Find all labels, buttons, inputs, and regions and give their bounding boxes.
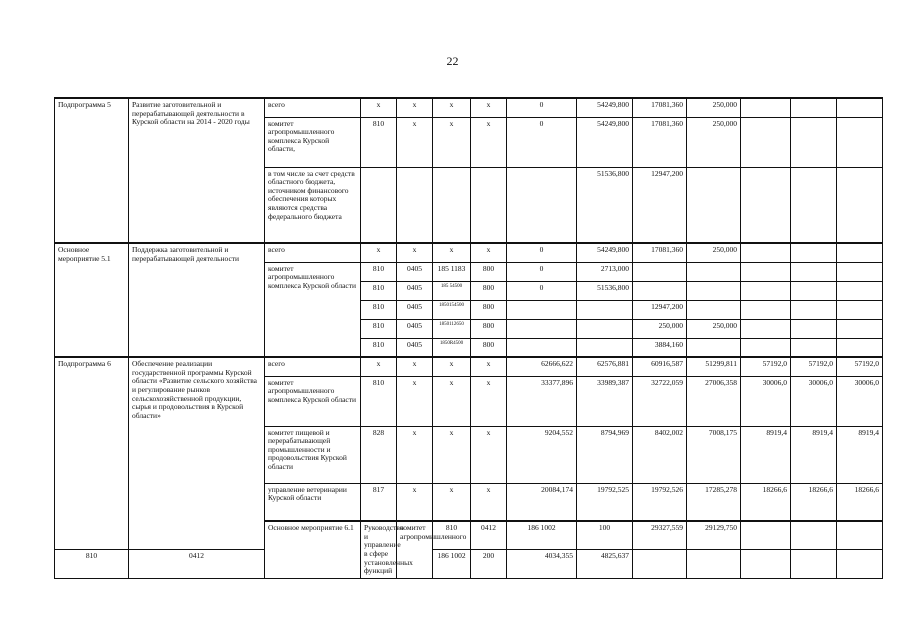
table-cell: 810: [361, 300, 397, 319]
table-cell: 51536,800: [577, 167, 633, 243]
table-cell: 18266,6: [791, 483, 837, 521]
table-cell: [837, 243, 883, 262]
table-cell: 9204,552: [507, 426, 577, 483]
table-cell: 810: [361, 338, 397, 357]
table-cell: 4825,637: [577, 550, 633, 579]
table-cell: x: [433, 483, 471, 521]
table-cell: 12947,200: [633, 167, 687, 243]
table-cell: [741, 281, 791, 300]
table-cell: [741, 338, 791, 357]
table-cell: 0: [507, 281, 577, 300]
table-cell: x: [471, 426, 507, 483]
table-cell: [741, 300, 791, 319]
table-cell: x: [361, 98, 397, 117]
table-cell: x: [397, 243, 433, 262]
table-cell: [507, 338, 577, 357]
table-cell: x: [471, 98, 507, 117]
table-cell: [741, 550, 791, 579]
table-cell: [687, 338, 741, 357]
table-cell: 186 1002: [507, 521, 577, 550]
table-cell: 8919,4: [791, 426, 837, 483]
table-cell: 200: [471, 550, 507, 579]
table-cell: [507, 167, 577, 243]
table-cell: 8402,002: [633, 426, 687, 483]
table-cell: 800: [471, 338, 507, 357]
table-row: [55, 357, 883, 376]
table-cell: 60916,587: [633, 357, 687, 376]
table-cell: 2713,000: [577, 262, 633, 281]
table-cell: [791, 262, 837, 281]
table-cell: [741, 243, 791, 262]
table-cell: [741, 167, 791, 243]
table-cell: [791, 550, 837, 579]
table-cell: 0405: [397, 319, 433, 338]
table-cell: 17081,360: [633, 243, 687, 262]
table-cell: [687, 262, 741, 281]
table-cell: [361, 167, 397, 243]
table-cell: x: [433, 426, 471, 483]
executor-cell: комитет агропромышленного комплекса Курской области,: [265, 117, 361, 167]
table-cell: [397, 167, 433, 243]
table-cell: 54249,800: [577, 243, 633, 262]
table-cell: [791, 98, 837, 117]
table-cell: 810: [55, 550, 129, 579]
table-cell: 250,000: [687, 319, 741, 338]
program-label: Подпрограмма 6: [55, 357, 129, 550]
table-cell: [741, 521, 791, 550]
table-cell: 800: [471, 281, 507, 300]
table-cell: 20084,174: [507, 483, 577, 521]
table-cell: 810: [361, 262, 397, 281]
table-cell: [687, 167, 741, 243]
table-cell: 32722,059: [633, 376, 687, 426]
executor-cell: комитет пищевой и перерабатывающей промышленности и продовольствия Курской области: [265, 426, 361, 483]
executor-cell: комитет агропромышленного комплекса Курской области: [265, 262, 361, 357]
table-cell: 8919,4: [741, 426, 791, 483]
table-cell: [791, 300, 837, 319]
table-cell: x: [397, 376, 433, 426]
table-cell: [577, 300, 633, 319]
table-cell: 54249,800: [577, 117, 633, 167]
table-cell: x: [433, 117, 471, 167]
table-cell: 0412: [471, 521, 507, 550]
table-cell: x: [397, 426, 433, 483]
table-cell: 0: [507, 117, 577, 167]
table-cell: 250,000: [633, 319, 687, 338]
table-cell: [433, 167, 471, 243]
executor-cell: управление ветеринарии Курской области: [265, 483, 361, 521]
table-cell: x: [397, 357, 433, 376]
table-cell: 185 54500: [433, 281, 471, 300]
table-cell: [687, 281, 741, 300]
table-cell: [791, 319, 837, 338]
table-cell: 250,000: [687, 98, 741, 117]
table-cell: x: [471, 357, 507, 376]
table-cell: x: [397, 98, 433, 117]
table-cell: 1850112650: [433, 319, 471, 338]
table-cell: 817: [361, 483, 397, 521]
table-cell: 51536,800: [577, 281, 633, 300]
table-cell: 57192,0: [741, 357, 791, 376]
table-cell: [837, 98, 883, 117]
table-cell: 810: [361, 117, 397, 167]
table-cell: [741, 98, 791, 117]
table-cell: 810: [433, 521, 471, 550]
table-cell: x: [433, 357, 471, 376]
executor-cell: всего: [265, 98, 361, 117]
table-cell: x: [471, 483, 507, 521]
table-cell: x: [471, 117, 507, 167]
table-cell: [687, 300, 741, 319]
table-cell: [791, 338, 837, 357]
table-cell: [837, 550, 883, 579]
table-cell: 8919,4: [837, 426, 883, 483]
table-cell: x: [433, 376, 471, 426]
program-label: Подпрограмма 5: [55, 98, 129, 243]
table-cell: [633, 262, 687, 281]
table-cell: x: [433, 243, 471, 262]
table-cell: [791, 281, 837, 300]
table-cell: x: [433, 98, 471, 117]
table-cell: [471, 167, 507, 243]
table-cell: 810: [361, 281, 397, 300]
program-label: Основное мероприятие 5.1: [55, 243, 129, 357]
table-cell: 17081,360: [633, 98, 687, 117]
table-cell: 828: [361, 426, 397, 483]
table-cell: x: [361, 243, 397, 262]
table-cell: 0405: [397, 281, 433, 300]
table-cell: [837, 319, 883, 338]
table-cell: [687, 550, 741, 579]
table-cell: 810: [361, 376, 397, 426]
table-row: [55, 98, 883, 117]
table-cell: 27006,358: [687, 376, 741, 426]
table-cell: 0405: [397, 338, 433, 357]
table-cell: [837, 167, 883, 243]
table-cell: 3884,160: [633, 338, 687, 357]
table-cell: [741, 262, 791, 281]
table-cell: 18266,6: [741, 483, 791, 521]
table-cell: 4034,355: [507, 550, 577, 579]
table-cell: 30006,0: [837, 376, 883, 426]
table-cell: 1850154500: [433, 300, 471, 319]
table-cell: 62576,881: [577, 357, 633, 376]
table-cell: x: [471, 376, 507, 426]
budget-table: [54, 97, 883, 579]
table-cell: 250,000: [687, 243, 741, 262]
table-cell: 18266,6: [837, 483, 883, 521]
table-cell: 810: [361, 319, 397, 338]
program-title: Развитие заготовительной и перерабатывающей деятельности в Курской области на 2014 - 2020 годы: [129, 98, 265, 243]
table-cell: 0: [507, 243, 577, 262]
table-cell: [837, 300, 883, 319]
table-cell: [791, 521, 837, 550]
table-cell: [741, 319, 791, 338]
table-cell: 185 1183: [433, 262, 471, 281]
table-cell: [577, 338, 633, 357]
table-cell: [791, 167, 837, 243]
table-cell: 0: [507, 98, 577, 117]
table-cell: x: [361, 357, 397, 376]
table-cell: [791, 243, 837, 262]
table-cell: x: [397, 483, 433, 521]
program-label: Основное мероприятие 6.1: [265, 521, 361, 578]
table-cell: 1850R4500: [433, 338, 471, 357]
table-cell: [791, 117, 837, 167]
table-cell: 33377,896: [507, 376, 577, 426]
table-cell: x: [397, 117, 433, 167]
executor-cell: всего: [265, 357, 361, 376]
executor-cell: в том числе за счет средств областного бюджета, источником финансового обеспечения которых являются средства федерального бюджета: [265, 167, 361, 243]
table-cell: 30006,0: [741, 376, 791, 426]
program-title: Руководство и управление в сфере установленных функций: [361, 521, 397, 578]
table-cell: 186 1002: [433, 550, 471, 579]
table-cell: 57192,0: [837, 357, 883, 376]
table-cell: 0405: [397, 262, 433, 281]
table-cell: [837, 281, 883, 300]
executor-cell: всего: [265, 243, 361, 262]
table-cell: 29327,559: [633, 521, 687, 550]
table-row: [55, 243, 883, 262]
executor-cell: комитет агропромышленного: [397, 521, 433, 578]
executor-cell: комитет агропромышленного комплекса Курской области: [265, 376, 361, 426]
program-title: Обеспечение реализации государственной программы Курской области «Развитие сельского хозяйства и регулирование рынков сельскохозяйственной продукции, сырья и продовольствия в Курской области»: [129, 357, 265, 550]
table-cell: 12947,200: [633, 300, 687, 319]
table-cell: x: [471, 243, 507, 262]
table-cell: [837, 338, 883, 357]
table-cell: 250,000: [687, 117, 741, 167]
table-cell: [837, 521, 883, 550]
table-cell: 17081,360: [633, 117, 687, 167]
table-row: [55, 550, 883, 579]
table-cell: 7008,175: [687, 426, 741, 483]
program-title: Поддержка заготовительной и перерабатывающей деятельности: [129, 243, 265, 357]
table-cell: [633, 281, 687, 300]
table-cell: 19792,525: [577, 483, 633, 521]
table-cell: 54249,800: [577, 98, 633, 117]
table-cell: 100: [577, 521, 633, 550]
table-cell: 800: [471, 319, 507, 338]
table-cell: 17285,278: [687, 483, 741, 521]
table-cell: 0: [507, 262, 577, 281]
table-cell: 19792,526: [633, 483, 687, 521]
table-cell: [507, 319, 577, 338]
table-cell: [633, 550, 687, 579]
table-cell: 30006,0: [791, 376, 837, 426]
table-cell: 33989,387: [577, 376, 633, 426]
table-cell: 62666,622: [507, 357, 577, 376]
table-cell: [837, 262, 883, 281]
table-cell: 800: [471, 300, 507, 319]
table-cell: 800: [471, 262, 507, 281]
table-cell: 57192,0: [791, 357, 837, 376]
page-number: 22: [446, 54, 459, 68]
table-cell: 29129,750: [687, 521, 741, 550]
table-cell: [741, 117, 791, 167]
table-cell: [507, 300, 577, 319]
table-cell: [837, 117, 883, 167]
table-cell: 8794,969: [577, 426, 633, 483]
table-cell: 51299,811: [687, 357, 741, 376]
table-cell: 0405: [397, 300, 433, 319]
table-cell: [577, 319, 633, 338]
table-cell: 0412: [129, 550, 265, 579]
